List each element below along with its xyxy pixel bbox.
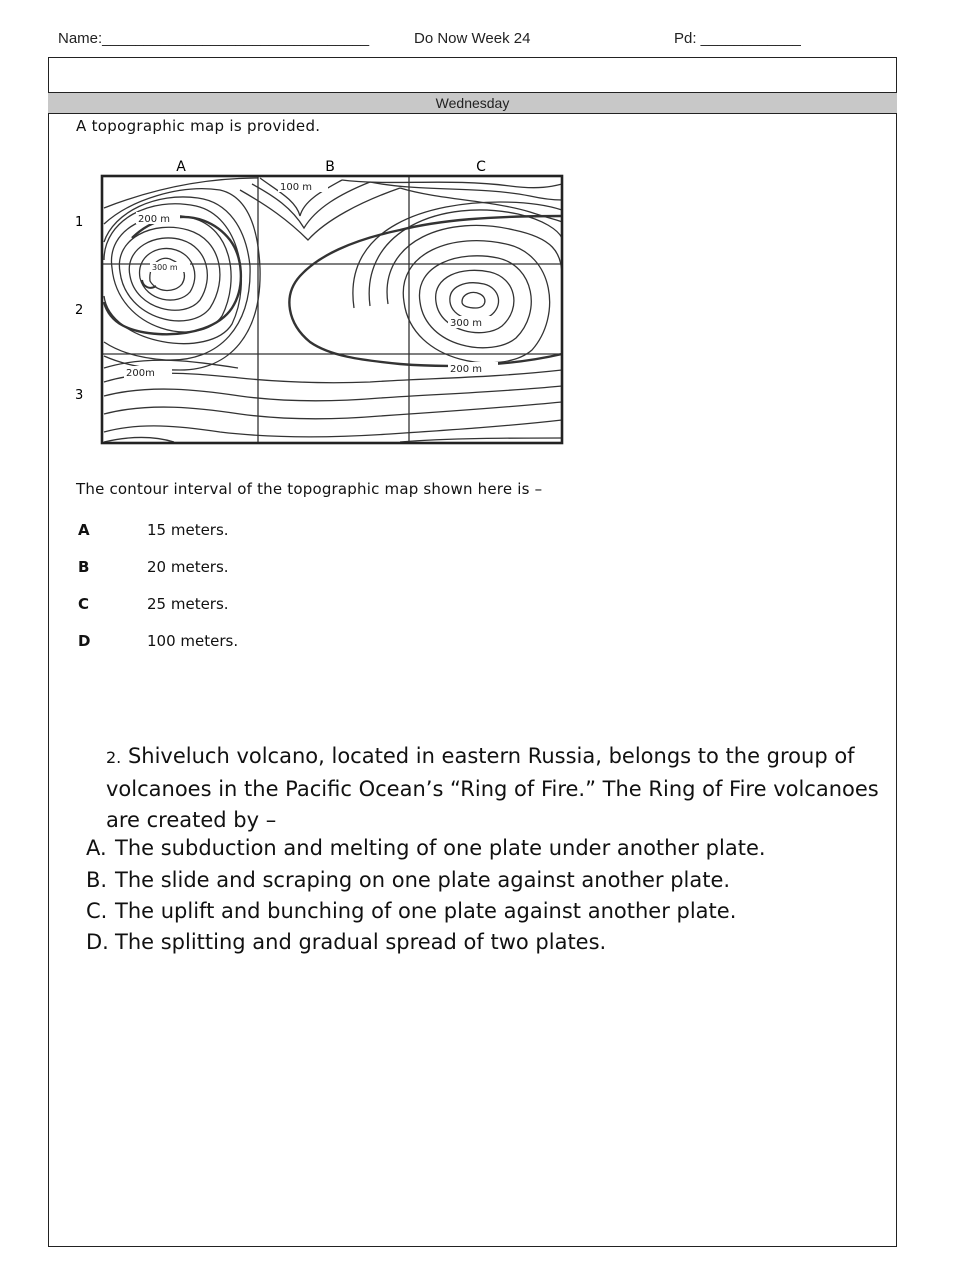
question1-option-d	[78, 632, 238, 650]
option-text: 25 meters.	[147, 595, 229, 613]
contour-label-100m: 100 m	[280, 182, 313, 193]
option-text: 20 meters.	[147, 558, 229, 576]
question1-option-c	[78, 595, 229, 613]
question2-option-c	[86, 899, 736, 923]
map-row-label-2: 2	[75, 303, 84, 318]
name-field-label: Name:________________________________	[58, 30, 370, 47]
option-text: The subduction and melting of one plate under another plate.	[115, 836, 766, 860]
option-text: The slide and scraping on one plate against another plate.	[115, 868, 731, 892]
question2-number: 2.	[106, 748, 122, 767]
option-letter: B.	[86, 868, 108, 892]
contour-label-300m-c: 300 m	[450, 318, 483, 329]
option-letter: A.	[86, 836, 107, 860]
option-text: 15 meters.	[147, 521, 229, 539]
map-column-label-c: C	[476, 159, 486, 175]
contour-label-200m-c: 200 m	[450, 364, 483, 375]
option-letter: C	[78, 595, 90, 613]
option-letter: D	[78, 632, 91, 650]
option-text: 100 meters.	[147, 632, 239, 650]
map-column-label-b: B	[325, 159, 335, 175]
question2-option-d	[86, 930, 606, 954]
contour-label-200m-b: 200m	[126, 368, 155, 379]
option-letter: C.	[86, 899, 108, 923]
worksheet-header	[0, 30, 979, 50]
map-column-label-a: A	[176, 159, 186, 175]
day-bar: Wednesday	[48, 92, 897, 114]
question1-option-a	[78, 521, 229, 539]
period-field-label: Pd: ____________	[674, 30, 801, 47]
option-letter: B	[78, 558, 90, 576]
option-letter: A	[78, 521, 90, 539]
question1-text: The contour interval of the topographic map shown here is –	[76, 480, 543, 498]
question2-text: Shiveluch volcano, located in eastern Russia, belongs to the group of volcanoes in the Pacific Ocean’s “Ring of Fire.” The Ring of Fire volcanoes are created by –	[106, 744, 879, 832]
map-row-label-1: 1	[75, 215, 84, 230]
map-row-label-3: 3	[75, 388, 84, 403]
option-text: The splitting and gradual spread of two plates.	[115, 930, 607, 954]
question2-option-b	[86, 868, 730, 892]
contour-label-200m-a: 200 m	[138, 214, 171, 225]
topographic-map	[70, 156, 570, 456]
question1-option-b	[78, 558, 229, 576]
option-letter: D.	[86, 930, 109, 954]
option-text: The uplift and bunching of one plate against another plate.	[115, 899, 737, 923]
question1-intro: A topographic map is provided.	[76, 117, 321, 135]
question2-option-a	[86, 836, 766, 860]
contour-label-300m-a: 300 m	[152, 263, 178, 272]
question2-text-block	[106, 741, 896, 837]
worksheet-title: Do Now Week 24	[414, 30, 531, 47]
